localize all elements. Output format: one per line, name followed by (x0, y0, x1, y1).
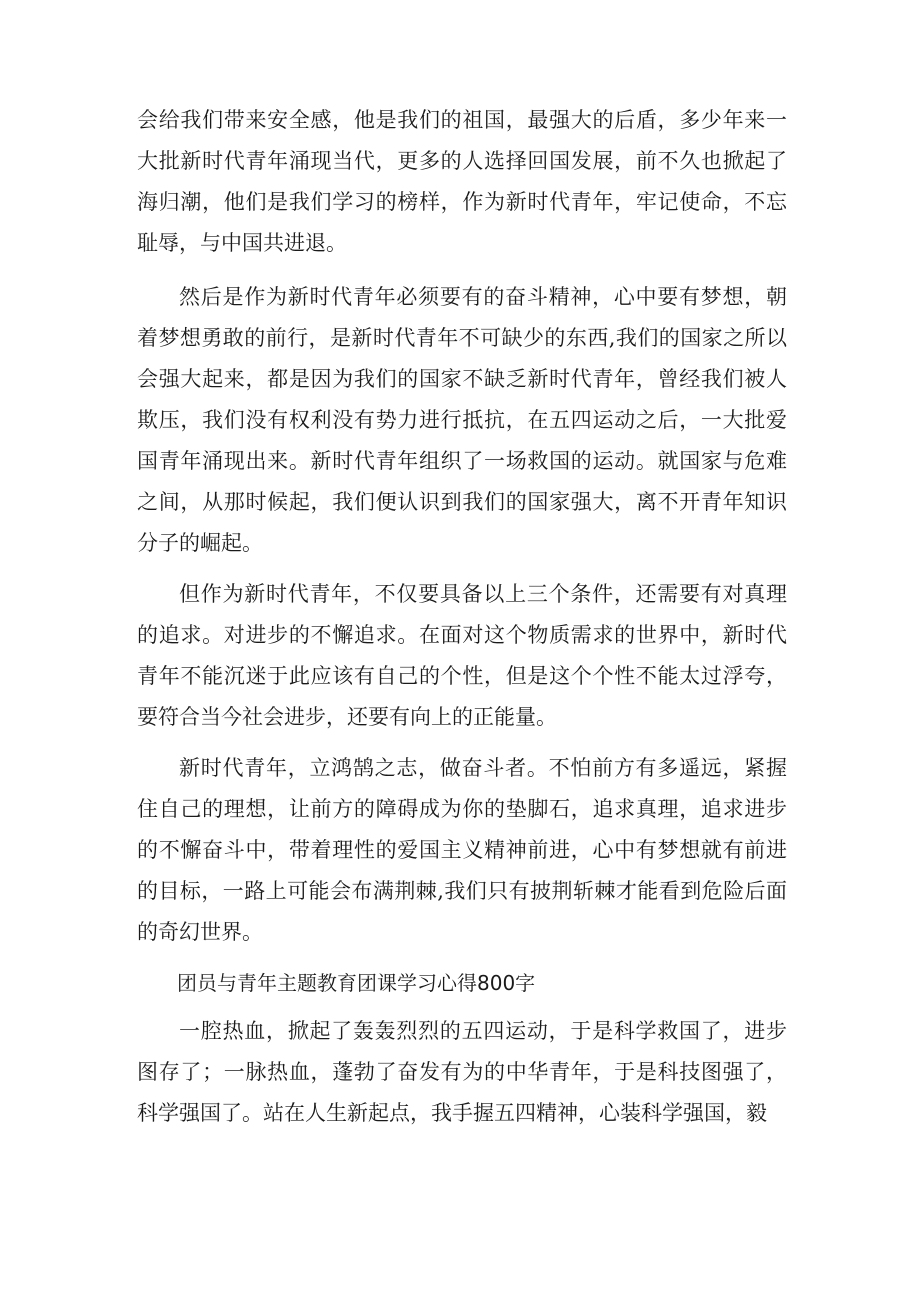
document-body (137, 100, 787, 1144)
paragraph-1: 会给我们带来安全感，他是我们的祖国，最强大的后盾，多少年来一大批新时代青年涌现当代，更多的人选择回国发展，前不久也掀起了海归潮，他们是我们学习的榜样，作为新时代青年，牢记使命，不忘耻辱，与中国共进退。 (137, 108, 787, 255)
paragraph-3: 但作为新时代青年，不仅要具备以上三个条件，还需要有对真理的追求。对进步的不懈追求。在面对这个物质需求的世界中，新时代青年不能沉迷于此应该有自己的个性，但是这个个性不能太过浮夸，要符合当今社会进步，还要有向上的正能量。 (137, 582, 787, 729)
section-paragraph-1: 一腔热血，掀起了轰轰烈烈的五四运动，于是科学救国了，进步图存了；一脉热血，蓬勃了奋发有为的中华青年，于是科技图强了，科学强国了。站在人生新起点，我手握五四精神，心装科学强国，毅 (137, 1019, 787, 1125)
paragraph-2: 然后是作为新时代青年必须要有的奋斗精神，心中要有梦想，朝着梦想勇敢的前行，是新时代青年不可缺少的东西,我们的国家之所以会强大起来，都是因为我们的国家不缺乏新时代青年，曾经我们被人欺压，我们没有权利没有势力进行抵抗，在五四运动之后，一大批爱国青年涌现出来。新时代青年组织了一场救国的运动。就国家与危难之间，从那时候起，我们便认识到我们的国家强大，离不开青年知识分子的崛起。 (137, 285, 787, 555)
section-title: 团员与青年主题教育团课学习心得800字 (177, 971, 536, 995)
paragraph-4: 新时代青年，立鸿鹄之志，做奋斗者。不怕前方有多遥远，紧握住自己的理想，让前方的障碍成为你的垫脚石，追求真理，追求进步的不懈奋斗中，带着理性的爱国主义精神前进，心中有梦想就有前进的目标，一路上可能会布满荆棘,我们只有披荆斩棘才能看到危险后面的奇幻世界。 (137, 756, 787, 944)
